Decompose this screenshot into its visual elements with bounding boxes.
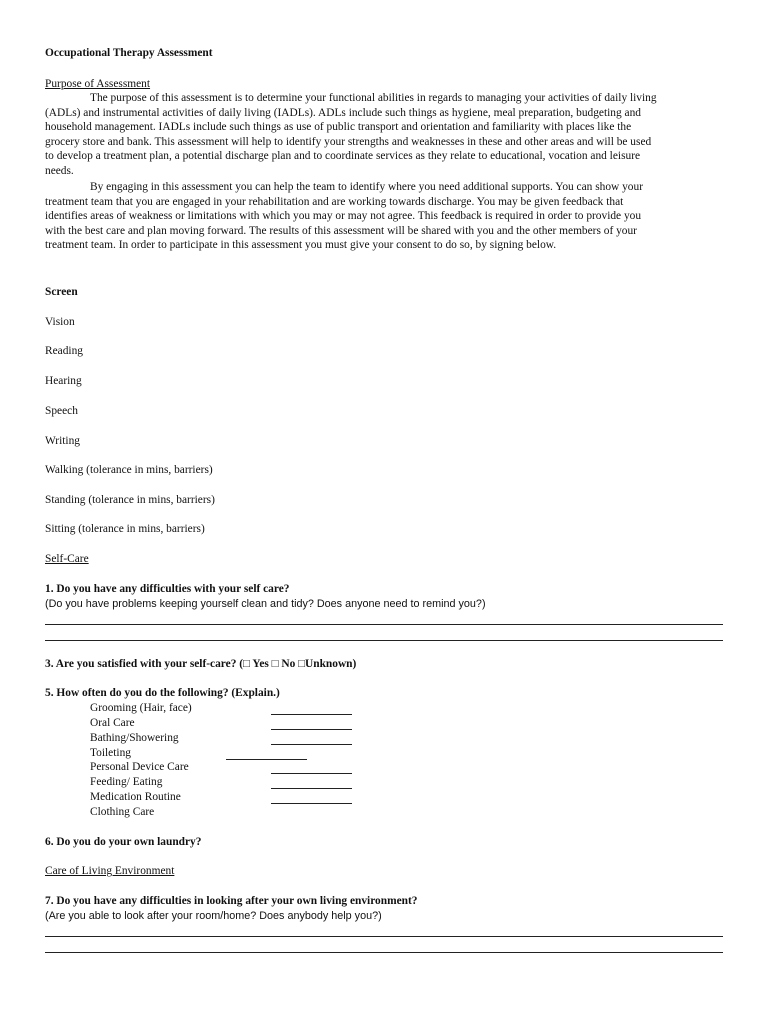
screen-item-vision: Vision bbox=[45, 316, 75, 328]
purpose-line: (ADLs) and instrumental activities of daily living (IADLs). ADLs include such things as hygiene, meal preparation, budgeting and bbox=[45, 106, 641, 119]
freq-blank[interactable] bbox=[271, 803, 352, 804]
screen-item-standing: Standing (tolerance in mins, barriers) bbox=[45, 494, 215, 506]
screen-item-reading: Reading bbox=[45, 345, 83, 357]
freq-item-oral-care: Oral Care bbox=[90, 717, 135, 729]
screen-item-hearing: Hearing bbox=[45, 375, 82, 387]
question-3: 3. Are you satisfied with your self-care? (□ Yes □ No □Unknown) bbox=[45, 658, 357, 670]
answer-line[interactable] bbox=[45, 952, 723, 953]
selfcare-heading: Self-Care bbox=[45, 553, 89, 565]
purpose-heading: Purpose of Assessment bbox=[45, 78, 151, 90]
living-heading: Care of Living Environment bbox=[45, 865, 175, 877]
freq-item-feeding: Feeding/ Eating bbox=[90, 776, 163, 788]
answer-line[interactable] bbox=[45, 640, 723, 641]
purpose-line: grocery store and bank. This assessment will help to identify your strengths and weaknesses in these and other areas and will be used bbox=[45, 135, 652, 148]
question-7: 7. Do you have any difficulties in looking after your own living environment? bbox=[45, 895, 418, 907]
screen-heading: Screen bbox=[45, 286, 78, 298]
purpose-paragraph bbox=[45, 91, 730, 179]
screen-item-sitting: Sitting (tolerance in mins, barriers) bbox=[45, 523, 205, 535]
answer-line[interactable] bbox=[45, 624, 723, 625]
purpose-line: needs. bbox=[45, 164, 74, 177]
screen-item-writing: Writing bbox=[45, 435, 80, 447]
question-7-subtext: (Are you able to look after your room/home? Does anybody help you?) bbox=[45, 910, 382, 922]
answer-line[interactable] bbox=[45, 936, 723, 937]
question-1-subtext: (Do you have problems keeping yourself clean and tidy? Does anyone need to remind you?) bbox=[45, 598, 486, 610]
engage-line: identifies areas of weakness or limitations with which you may or may not agree. This feedback is required in order to provide you bbox=[45, 210, 642, 223]
freq-blank[interactable] bbox=[271, 773, 352, 774]
engage-line: By engaging in this assessment you can help the team to identify where you need additional supports. You can show your bbox=[90, 181, 643, 193]
engage-paragraph bbox=[45, 180, 730, 253]
engage-line: treatment team. In order to participate in this assessment you must give your consent to do so, by signing below. bbox=[45, 239, 557, 252]
freq-blank[interactable] bbox=[271, 788, 352, 789]
freq-blank[interactable] bbox=[271, 744, 352, 745]
freq-item-medication: Medication Routine bbox=[90, 791, 181, 803]
purpose-line: The purpose of this assessment is to determine your functional abilities in regards to managing your activities of daily living bbox=[90, 92, 657, 104]
screen-item-speech: Speech bbox=[45, 405, 78, 417]
freq-item-bathing: Bathing/Showering bbox=[90, 732, 179, 744]
freq-item-clothing: Clothing Care bbox=[90, 806, 155, 818]
engage-line: with the best care and plan moving forward. The results of this assessment will be shared with you and the other members of your bbox=[45, 224, 637, 237]
question-1: 1. Do you have any difficulties with your self care? bbox=[45, 583, 290, 595]
engage-line: treatment team that you are engaged in your rehabilitation and are working towards discharge. You may be given feedback that bbox=[45, 195, 624, 208]
freq-blank[interactable] bbox=[226, 759, 307, 760]
freq-blank[interactable] bbox=[271, 729, 352, 730]
page-title: Occupational Therapy Assessment bbox=[45, 47, 213, 59]
freq-blank[interactable] bbox=[271, 714, 352, 715]
screen-item-walking: Walking (tolerance in mins, barriers) bbox=[45, 464, 213, 476]
question-6: 6. Do you do your own laundry? bbox=[45, 836, 202, 848]
freq-item-toileting: Toileting bbox=[90, 747, 131, 759]
freq-item-personal-device: Personal Device Care bbox=[90, 761, 189, 773]
question-5: 5. How often do you do the following? (Explain.) bbox=[45, 687, 280, 699]
purpose-line: to develop a treatment plan, a potential discharge plan and to coordinate services as they relate to educational, vocation and leisure bbox=[45, 150, 641, 163]
freq-item-grooming: Grooming (Hair, face) bbox=[90, 702, 192, 714]
purpose-line: household management. IADLs include such things as use of public transport and orientation and familiarity with places like the bbox=[45, 121, 632, 134]
